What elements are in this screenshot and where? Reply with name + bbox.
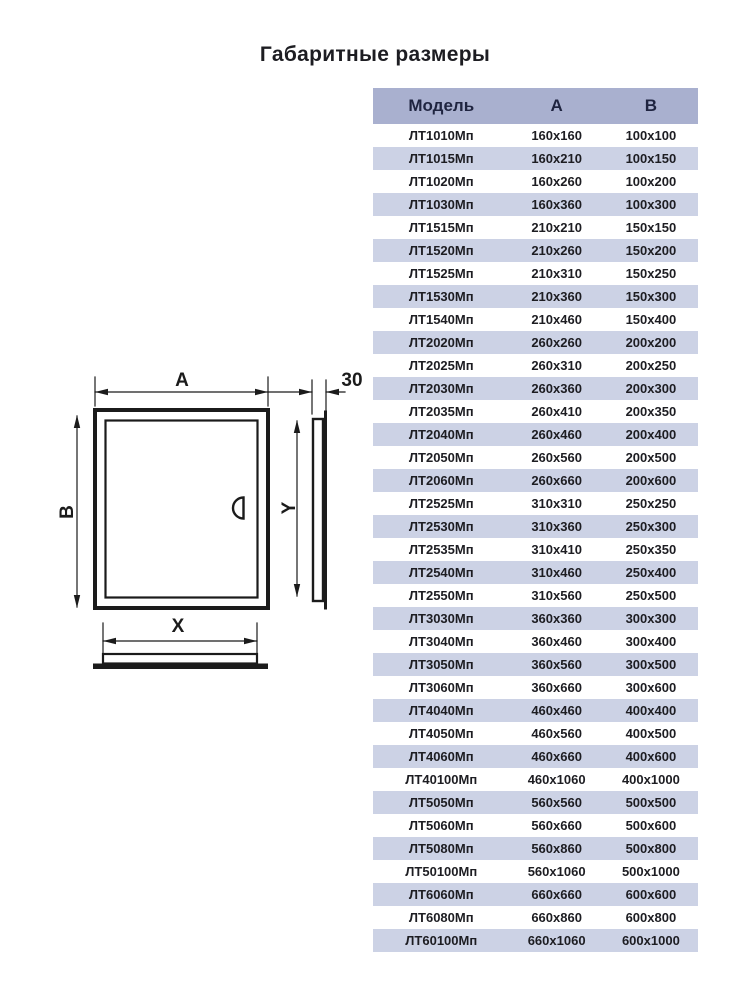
table-row	[373, 515, 698, 538]
dim-a-cell: 210x360	[531, 289, 582, 304]
header-dim-a: А	[510, 88, 604, 124]
dim-b-cell: 200x350	[625, 404, 677, 419]
table-row	[373, 377, 698, 400]
dim-b-cell: 300x600	[625, 680, 677, 695]
table-row	[373, 630, 698, 653]
model-cell: ЛТ2540Мп	[408, 565, 474, 580]
dim-b-cell: 250x300	[625, 519, 677, 534]
model-cell: ЛТ1520Мп	[408, 243, 474, 258]
dim-label-depth: 30	[341, 370, 363, 391]
model-cell: ЛТ1525Мп	[408, 266, 474, 281]
table-row	[373, 699, 698, 722]
table-row	[373, 400, 698, 423]
model-cell: ЛТ3040Мп	[408, 634, 474, 649]
model-cell: ЛТ2020Мп	[408, 335, 474, 350]
model-cell: ЛТ2550Мп	[408, 588, 474, 603]
dim-a-cell: 560x660	[531, 818, 582, 833]
table-row	[373, 124, 698, 147]
dim-label-b: B	[57, 505, 78, 519]
bottom-view-panel	[103, 654, 257, 664]
dim-b-cell: 200x600	[625, 473, 677, 488]
dim-a-cell: 210x460	[531, 312, 582, 327]
dim-b-cell: 250x250	[625, 496, 677, 511]
dim-b-cell: 400x400	[625, 703, 677, 718]
dim-a-cell: 560x1060	[527, 864, 586, 879]
table-row	[373, 262, 698, 285]
dim-a-cell: 310x410	[531, 542, 582, 557]
dim-a-cell: 310x560	[531, 588, 582, 603]
dimensions-table	[373, 88, 698, 952]
table-row	[373, 676, 698, 699]
dim-a-cell: 660x1060	[527, 933, 586, 948]
dim-b-cell: 600x1000	[621, 933, 680, 948]
table-header-row	[373, 88, 698, 124]
dim-b-cell: 300x400	[625, 634, 677, 649]
table-row	[373, 860, 698, 883]
dim-a-cell: 660x860	[531, 910, 582, 925]
table-row	[373, 584, 698, 607]
dim-a-cell: 660x660	[531, 887, 582, 902]
table-row	[373, 607, 698, 630]
dim-a-cell: 160x160	[531, 128, 582, 143]
table-row	[373, 906, 698, 929]
dim-a-lines	[95, 377, 312, 406]
dim-a-cell: 210x210	[531, 220, 582, 235]
dim-a-cell: 260x260	[531, 335, 582, 350]
dim-a-cell: 260x460	[531, 427, 582, 442]
model-cell: ЛТ1020Мп	[408, 174, 474, 189]
dim-a-cell: 210x310	[531, 266, 582, 281]
table-row	[373, 837, 698, 860]
dim-b-cell: 150x300	[625, 289, 677, 304]
table-row	[373, 239, 698, 262]
model-cell: ЛТ2060Мп	[408, 473, 474, 488]
model-cell: ЛТ2050Мп	[408, 450, 474, 465]
model-cell: ЛТ5050Мп	[408, 795, 474, 810]
table-row	[373, 331, 698, 354]
header-dim-b: В	[604, 88, 698, 124]
table-row	[373, 814, 698, 837]
arrow-right-icon	[244, 638, 257, 644]
dim-b-cell: 150x250	[625, 266, 677, 281]
model-cell: ЛТ3030Мп	[408, 611, 474, 626]
model-cell: ЛТ2525Мп	[408, 496, 474, 511]
table-body	[373, 124, 698, 952]
dim-label-y: Y	[279, 501, 300, 515]
dim-b-cell: 200x500	[625, 450, 677, 465]
dimensions-table-wrap	[373, 88, 698, 952]
model-cell: ЛТ4050Мп	[408, 726, 474, 741]
dim-b-cell: 150x200	[625, 243, 677, 258]
table-row	[373, 170, 698, 193]
table-row	[373, 768, 698, 791]
dim-a-cell: 260x410	[531, 404, 582, 419]
dim-b-cell: 100x150	[625, 151, 677, 166]
model-cell: ЛТ50100Мп	[405, 864, 478, 879]
model-cell: ЛТ6080Мп	[408, 910, 474, 925]
bottom-view-flange	[93, 664, 268, 670]
table-row	[373, 492, 698, 515]
dim-b-cell: 250x500	[625, 588, 677, 603]
dim-a-cell: 310x460	[531, 565, 582, 580]
dim-b-cell: 200x300	[625, 381, 677, 396]
dim-a-cell: 260x360	[531, 381, 582, 396]
arrow-down-icon	[294, 584, 300, 597]
dim-b-cell: 300x300	[625, 611, 677, 626]
model-cell: ЛТ1015Мп	[408, 151, 474, 166]
dim-b-cell: 600x600	[625, 887, 677, 902]
dim-b-cell: 150x150	[625, 220, 677, 235]
table-row	[373, 423, 698, 446]
dim-a-cell: 360x360	[531, 611, 582, 626]
model-cell: ЛТ60100Мп	[405, 933, 478, 948]
table-row	[373, 561, 698, 584]
dim-a-cell: 310x310	[531, 496, 582, 511]
arrow-right-icon	[255, 389, 268, 395]
model-cell: ЛТ1540Мп	[408, 312, 474, 327]
dim-b-cell: 100x100	[625, 128, 677, 143]
model-cell: ЛТ4060Мп	[408, 749, 474, 764]
dim-a-cell: 560x860	[531, 841, 582, 856]
table-row	[373, 883, 698, 906]
model-cell: ЛТ5080Мп	[408, 841, 474, 856]
dim-a-cell: 310x360	[531, 519, 582, 534]
dim-a-cell: 360x660	[531, 680, 582, 695]
door-handle-icon	[233, 498, 244, 519]
dim-b-cell: 400x600	[625, 749, 677, 764]
model-cell: ЛТ2040Мп	[408, 427, 474, 442]
dim-b-cell: 400x500	[625, 726, 677, 741]
dim-b-cell: 200x400	[625, 427, 677, 442]
table-row	[373, 216, 698, 239]
table-row	[373, 538, 698, 561]
model-cell: ЛТ3050Мп	[408, 657, 474, 672]
model-cell: ЛТ1515Мп	[408, 220, 474, 235]
dim-a-cell: 260x310	[531, 358, 582, 373]
dim-a-cell: 460x460	[531, 703, 582, 718]
model-cell: ЛТ1010Мп	[408, 128, 474, 143]
dim-b-cell: 400x1000	[621, 772, 680, 787]
table-row	[373, 193, 698, 216]
dim-a-cell: 260x560	[531, 450, 582, 465]
dim-label-a: A	[175, 370, 189, 391]
header-model: Модель	[373, 88, 510, 124]
dim-b-cell: 250x400	[625, 565, 677, 580]
technical-drawing	[55, 360, 365, 680]
dim-a-cell: 260x660	[531, 473, 582, 488]
dim-a-cell: 560x560	[531, 795, 582, 810]
dim-b-cell: 500x600	[625, 818, 677, 833]
dim-label-x: X	[171, 616, 185, 637]
model-cell: ЛТ5060Мп	[408, 818, 474, 833]
dim-b-cell: 300x500	[625, 657, 677, 672]
table-row	[373, 354, 698, 377]
dim-b-cell: 150x400	[625, 312, 677, 327]
model-cell: ЛТ1030Мп	[408, 197, 474, 212]
model-cell: ЛТ1530Мп	[408, 289, 474, 304]
model-cell: ЛТ3060Мп	[408, 680, 474, 695]
table-row	[373, 929, 698, 952]
dim-b-cell: 600x800	[625, 910, 677, 925]
table-row	[373, 469, 698, 492]
model-cell: ЛТ2030Мп	[408, 381, 474, 396]
arrow-left-icon	[103, 638, 116, 644]
arrow-up-icon	[74, 415, 80, 428]
table-row	[373, 147, 698, 170]
arrow-left-icon	[326, 389, 339, 395]
dim-b-cell: 200x250	[625, 358, 677, 373]
dim-a-cell: 360x560	[531, 657, 582, 672]
dim-a-cell: 160x260	[531, 174, 582, 189]
model-cell: ЛТ2035Мп	[408, 404, 474, 419]
table-row	[373, 446, 698, 469]
side-view-frame	[313, 419, 323, 601]
dim-a-cell: 460x660	[531, 749, 582, 764]
dim-b-cell: 500x1000	[621, 864, 680, 879]
dim-b-cell: 500x800	[625, 841, 677, 856]
table-row	[373, 745, 698, 768]
dim-b-cell: 100x200	[625, 174, 677, 189]
table-row	[373, 285, 698, 308]
model-cell: ЛТ40100Мп	[405, 772, 478, 787]
dim-b-cell: 100x300	[625, 197, 677, 212]
arrow-down-icon	[74, 595, 80, 608]
arrow-up-icon	[294, 420, 300, 433]
dim-a-cell: 160x360	[531, 197, 582, 212]
model-cell: ЛТ4040Мп	[408, 703, 474, 718]
model-cell: ЛТ6060Мп	[408, 887, 474, 902]
dim-a-cell: 360x460	[531, 634, 582, 649]
dim-a-cell: 210x260	[531, 243, 582, 258]
table-row	[373, 308, 698, 331]
table-row	[373, 722, 698, 745]
dim-a-cell: 460x1060	[527, 772, 586, 787]
dim-depth-lines	[312, 380, 345, 414]
page-title: Габаритные размеры	[259, 43, 491, 66]
dim-b-cell: 200x200	[625, 335, 677, 350]
model-cell: ЛТ2535Мп	[408, 542, 474, 557]
dim-b-cell: 500x500	[625, 795, 677, 810]
dim-b-cell: 250x350	[625, 542, 677, 557]
arrow-right-icon	[299, 389, 312, 395]
model-cell: ЛТ2530Мп	[408, 519, 474, 534]
table-row	[373, 791, 698, 814]
model-cell: ЛТ2025Мп	[408, 358, 474, 373]
table-row	[373, 653, 698, 676]
arrow-left-icon	[95, 389, 108, 395]
dim-a-cell: 160x210	[531, 151, 582, 166]
dim-a-cell: 460x560	[531, 726, 582, 741]
